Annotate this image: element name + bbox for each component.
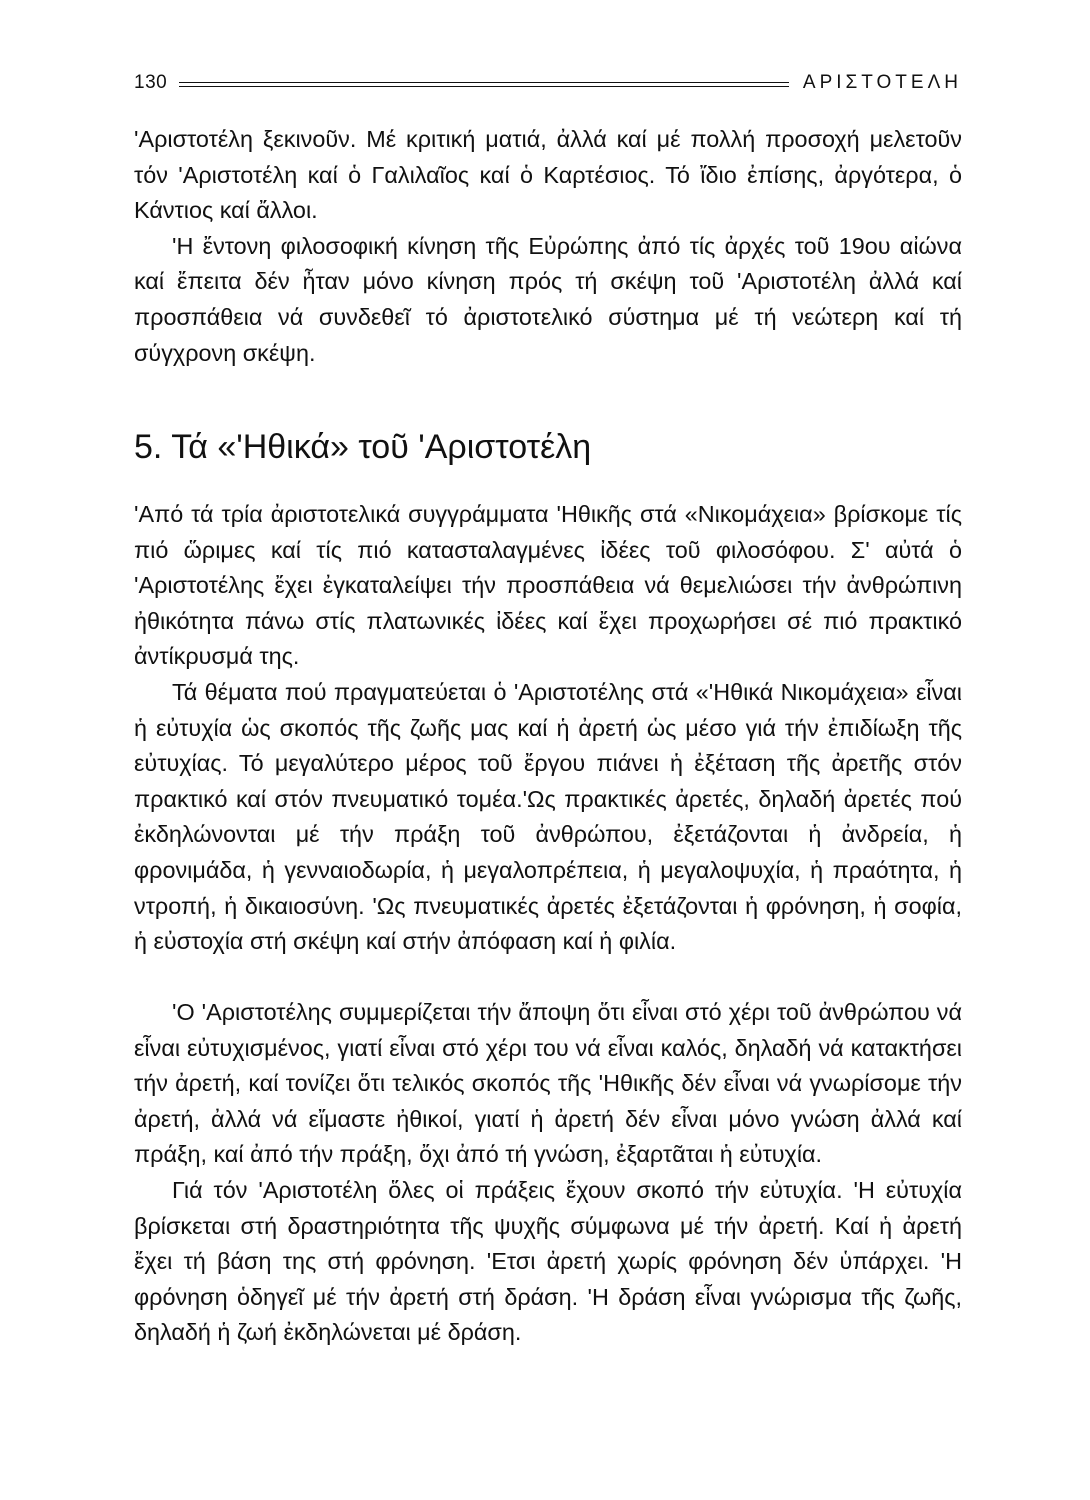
paragraph: 'Ο 'Αριστοτέλης συμμερίζεται τήν ἄποψη ὅτι εἶναι στό χέρι τοῦ ἀνθρώπου νά εἶναι εὐτυχισμένος, γιατί εἶναι στό χέρι του νά εἶναι καλός, δηλαδή νά κατακτήσει τήν ἀρετή, καί τονίζει ὅτι τελικός σκοπός τῆς 'Ηθικῆς δέν εἶναι νά γνωρίσομε τήν ἀρετή, ἀλλά νά εἴμαστε ἠθικοί, γιατί ἡ ἀρετή δέν εἶναι μόνο γνώση ἀλλά καί πράξη, καί ἀπό τήν πράξη, ὄχι ἀπό τή γνώση, ἐξαρτᾶται ἡ εὐτυχία. <box>134 999 962 1168</box>
paragraph-continuation: 'Αριστοτέλη ξεκινοῦν. Μέ κριτική ματιά, ἀλλά καί μέ πολλή προσοχή μελετοῦν τόν 'Αριστοτέλη καί ὁ Γαλιλαῖος καί ὁ Καρτέσιος. Τό ἴδιο ἐπίσης, ἀργότερα, ὁ Κάντιος καί ἄλλοι. <box>134 126 962 224</box>
paragraph: Γιά τόν 'Αριστοτέλη ὅλες οἱ πράξεις ἔχουν σκοπό τήν εὐτυχία. 'Η εὐτυχία βρίσκεται στή δραστηριότητα τῆς ψυχῆς σύμφωνα μέ τήν ἀρετή. Καί ἡ ἀρετή ἔχει τή βάση της στή φρόνηση. 'Ετσι ἀρετή χωρίς φρόνηση δέν ὑπάρχει. 'Η φρόνηση ὁδηγεῖ μέ τήν ἀρετή στή δράση. 'Η δράση εἶναι γνώρισμα τῆς ζωῆς, δηλαδή ἡ ζωή ἐκδηλώνεται μέ δράση. <box>134 1176 962 1346</box>
section-heading: 5. Τά «'Ηθικά» τοῦ 'Αριστοτέλη <box>134 428 592 466</box>
body-text-top <box>134 122 962 371</box>
paragraph: 'Η ἔντονη φιλοσοφική κίνηση τῆς Εὐρώπης ἀπό τίς ἀρχές τοῦ 19ου αἰώνα καί ἔπειτα δέν ἦταν μόνο κίνηση πρός τή σκέψη τοῦ 'Αριστοτέλη ἀλλά καί προσπάθεια νά συνδεθεῖ τό ἀριστοτελικό σύστημα μέ τή νεώτερη καί τή σύγχρονη σκέψη. <box>134 232 962 366</box>
page-header <box>134 68 962 98</box>
paragraph: Τά θέματα πού πραγματεύεται ὁ 'Αριστοτέλης στά «'Ηθικά Νικομάχεια» εἶναι ἡ εὐτυχία ὡς σκοπός τῆς ζωῆς μας καί ἡ ἀρετή ὡς μέσο γιά τήν ἐπιδίωξη τῆς εὐτυχίας. Τό μεγαλύτερο μέρος τοῦ ἔργου πιάνει ἡ ἐξέταση τῆς ἀρετῆς στόν πρακτικό καί στόν πνευματικό τομέα.'Ως πρακτικές ἀρετές, δηλαδή ἀρετές πού ἐκδηλώνονται μέ τήν πράξη τοῦ ἀνθρώπου, ἐξετάζονται ἡ ἀνδρεία, ἡ φρονιμάδα, ἡ γενναιοδωρία, ἡ μεγαλοπρέπεια, ἡ μεγαλοψυχία, ἡ πραότητα, ἡ ντροπή, ἡ δικαιοσύνη. 'Ως πνευματικές ἀρετές ἐξετάζονται ἡ φρόνηση, ἡ σοφία, ἡ εὐστοχία στή σκέψη καί στήν ἀπόφαση καί ἡ φιλία. <box>134 678 962 955</box>
header-double-rule <box>179 82 789 87</box>
body-text-bottom <box>134 995 962 1351</box>
running-title: ΑΡΙΣΤΟΤΕΛΗ <box>802 72 962 93</box>
body-text-section <box>134 497 962 960</box>
paragraph: 'Από τά τρία ἀριστοτελικά συγγράμματα 'Ηθικῆς στά «Νικομάχεια» βρίσκομε τίς πιό ὥριμες καί τίς πιό κατασταλαγμένες ἰδέες τοῦ φιλοσόφου. Σ' αὐτά ὁ 'Αριστοτέλης ἔχει ἐγκαταλείψει τήν προσπάθεια νά θεμελιώσει τήν ἀνθρώπινη ἠθικότητα πάνω στίς πλατωνικές ἰδέες καί ἔχει προχωρήσει σέ πιό πρακτικό ἀντίκρυσμά της. <box>134 501 962 670</box>
page-number: 130 <box>134 72 168 93</box>
